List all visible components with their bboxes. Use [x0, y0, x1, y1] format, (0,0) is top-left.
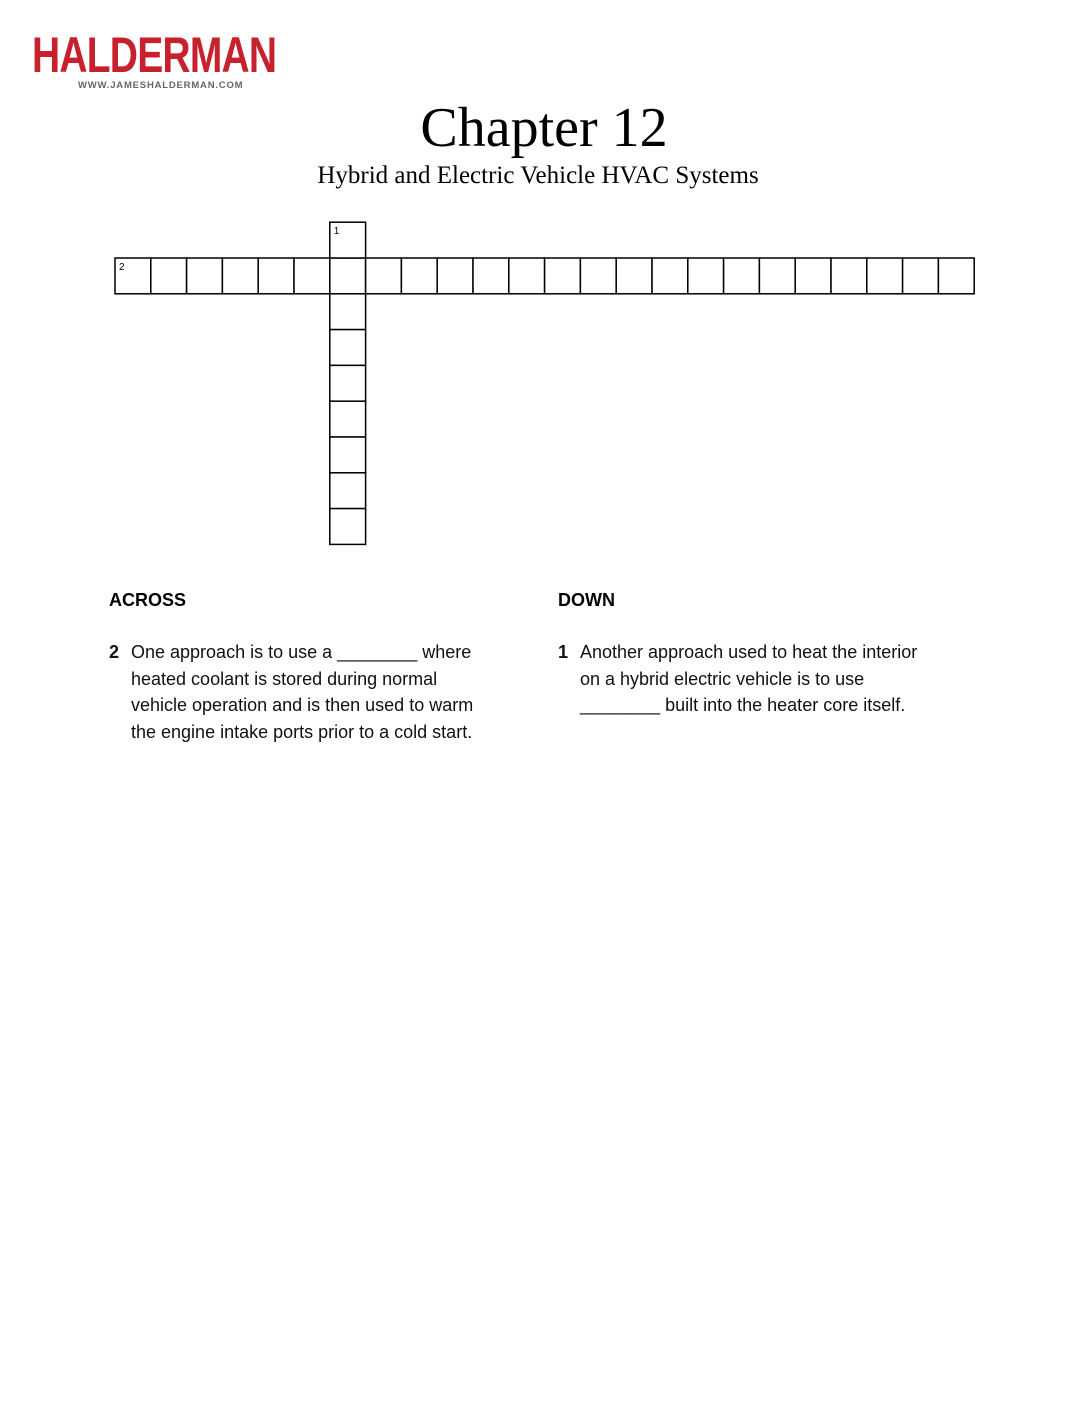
clue-number-across: 2	[119, 262, 125, 273]
across-cell[interactable]	[903, 258, 939, 294]
clue-text	[131, 639, 473, 745]
across-clue	[109, 639, 529, 749]
across-cell[interactable]	[580, 258, 616, 294]
clue-line: Another approach used to heat the interior	[580, 642, 918, 662]
down-cell[interactable]	[330, 330, 366, 366]
across-cell[interactable]	[258, 258, 294, 294]
across-cell[interactable]	[545, 258, 581, 294]
page-subtitle: Hybrid and Electric Vehicle HVAC Systems	[317, 162, 759, 189]
down-clue	[558, 639, 978, 724]
crossword-grid-svg	[0, 0, 1088, 560]
down-cell[interactable]	[330, 401, 366, 437]
across-cell[interactable]	[151, 258, 187, 294]
clue-line: ________ built into the heater core itself.	[580, 695, 906, 715]
across-cell[interactable]	[688, 258, 724, 294]
across-cell[interactable]	[330, 258, 366, 294]
across-cell[interactable]	[187, 258, 223, 294]
logo-url: WWW.JAMESHALDERMAN.COM	[78, 80, 244, 91]
across-cell[interactable]	[616, 258, 652, 294]
down-cell[interactable]	[330, 473, 366, 509]
across-cell[interactable]	[759, 258, 795, 294]
across-cell[interactable]	[366, 258, 402, 294]
across-cell[interactable]	[652, 258, 688, 294]
down-heading: DOWN	[558, 590, 615, 610]
across-cell[interactable]	[509, 258, 545, 294]
down-cell[interactable]	[330, 437, 366, 473]
clue-line: heated coolant is stored during normal	[131, 668, 438, 689]
page-title: Chapter 12	[420, 97, 668, 159]
across-cell[interactable]	[724, 258, 760, 294]
across-cell[interactable]	[222, 258, 258, 294]
across-cell[interactable]	[294, 258, 330, 294]
across-cell[interactable]	[795, 258, 831, 294]
clue-line: the engine intake ports prior to a cold start.	[131, 721, 473, 742]
across-cell[interactable]	[401, 258, 437, 294]
clue-number: 2	[109, 642, 120, 662]
across-cell[interactable]	[867, 258, 903, 294]
clue-number-down: 1	[333, 226, 340, 238]
clue-line: One approach is to use a ________ where	[131, 642, 472, 662]
clue-line: on a hybrid electric vehicle is to use	[580, 668, 865, 689]
clue-line: vehicle operation and is then used to warm	[131, 695, 474, 715]
down-cell[interactable]	[330, 365, 366, 401]
across-cell[interactable]	[473, 258, 509, 294]
logo-wordmark: HALDERMAN	[32, 27, 277, 83]
across-cell[interactable]	[938, 258, 974, 294]
across-heading: ACROSS	[109, 590, 187, 610]
across-cell[interactable]	[831, 258, 867, 294]
down-cell[interactable]	[330, 294, 366, 330]
clue-number: 1	[558, 642, 569, 662]
across-cell[interactable]	[437, 258, 473, 294]
crossword-grid	[0, 0, 1088, 560]
clue-text	[580, 639, 917, 719]
down-cell[interactable]	[330, 509, 366, 545]
